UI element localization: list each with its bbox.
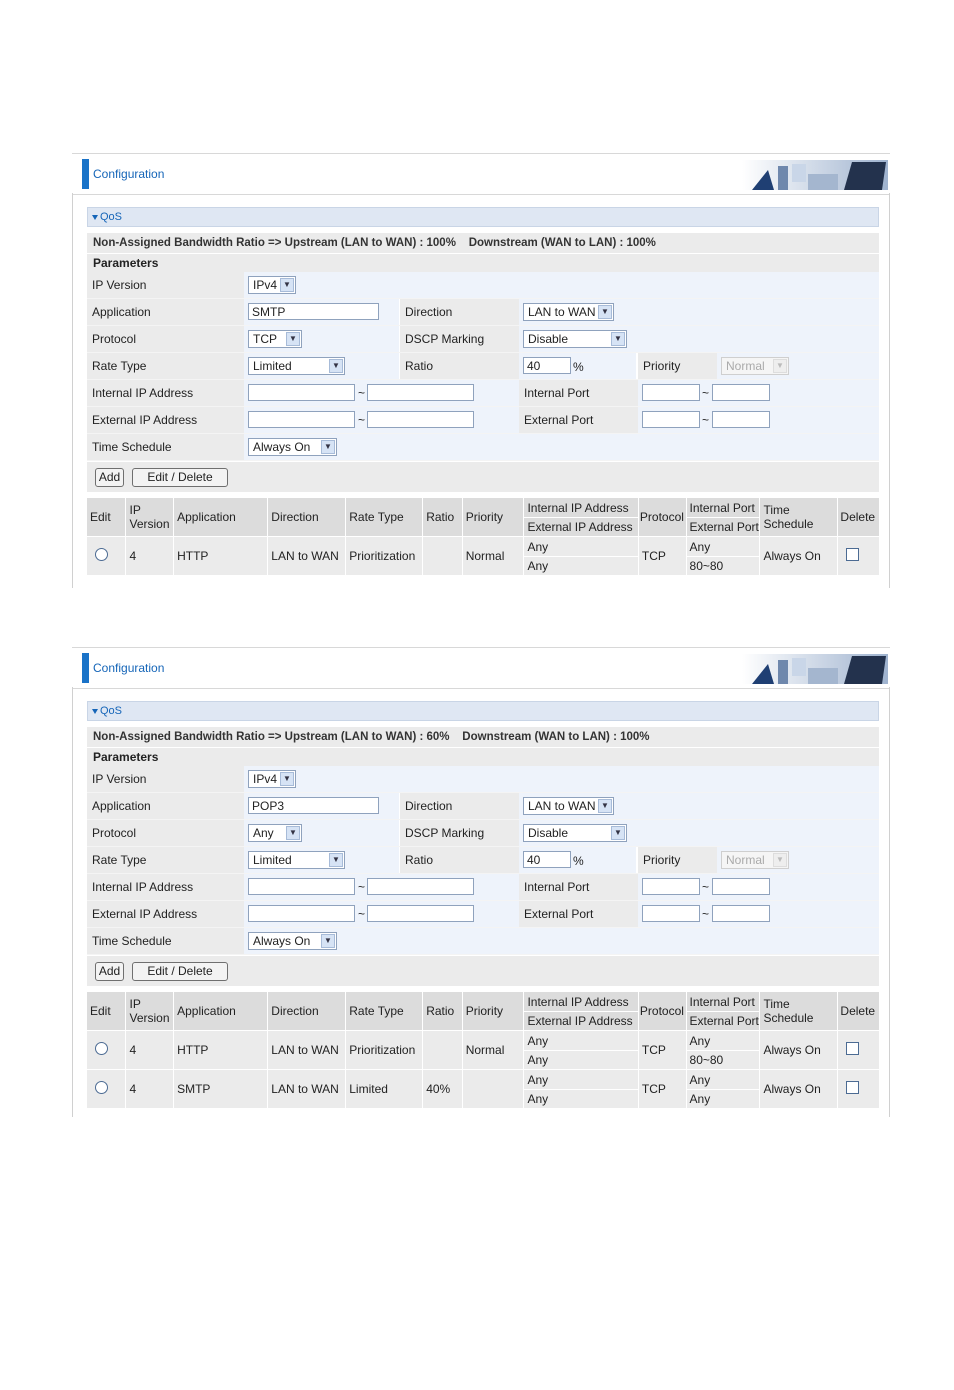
edit-delete-button[interactable]: Edit / Delete bbox=[132, 468, 228, 487]
delete-checkbox[interactable] bbox=[846, 548, 859, 561]
col-external-ip: External IP Address bbox=[527, 519, 633, 534]
cell-application: HTTP bbox=[174, 537, 267, 575]
internal-port-end-input[interactable] bbox=[712, 384, 770, 401]
application-input[interactable]: SMTP bbox=[248, 303, 379, 320]
external-ip-label: External IP Address bbox=[87, 407, 247, 433]
col-priority: Priority bbox=[463, 498, 524, 536]
table-row bbox=[87, 1031, 879, 1069]
cell-direction: LAN to WAN bbox=[268, 537, 345, 575]
col-internal-port: Internal Port bbox=[687, 993, 760, 1012]
cell-priority: Normal bbox=[463, 537, 524, 575]
range-separator: ~ bbox=[358, 386, 366, 400]
qos-section-title: QoS bbox=[100, 705, 123, 717]
cell-internal-ip: Any bbox=[524, 1071, 637, 1090]
col-external-port: External Port bbox=[689, 1013, 759, 1028]
table-row bbox=[87, 1070, 879, 1108]
col-rate-type: Rate Type bbox=[346, 992, 422, 1030]
priority-label: Priority bbox=[638, 353, 720, 379]
chevron-down-icon: ▼ bbox=[598, 799, 612, 813]
ip-version-row bbox=[87, 272, 879, 299]
col-protocol: Protocol bbox=[639, 992, 686, 1030]
table-row bbox=[87, 537, 879, 575]
cell-internal-ip: Any bbox=[524, 538, 637, 557]
ip-version-label: IP Version bbox=[87, 766, 247, 792]
col-delete: Delete bbox=[838, 498, 879, 536]
internal-ip-end-input[interactable] bbox=[367, 878, 474, 895]
internal-ip-end-input[interactable] bbox=[367, 384, 474, 401]
add-button[interactable]: Add bbox=[95, 468, 124, 487]
cell-ratio bbox=[423, 537, 461, 575]
rate-type-row bbox=[87, 353, 879, 380]
ratio-label: Ratio bbox=[400, 353, 522, 379]
application-row bbox=[87, 299, 879, 326]
qos-section-header[interactable] bbox=[87, 701, 879, 721]
edit-radio[interactable] bbox=[95, 548, 108, 561]
ip-version-label: IP Version bbox=[87, 272, 247, 298]
external-ip-start-input[interactable] bbox=[248, 905, 355, 922]
qos-section-title: QoS bbox=[100, 211, 123, 223]
time-schedule-select[interactable] bbox=[248, 438, 337, 456]
action-bar bbox=[87, 956, 879, 986]
external-port-start-input[interactable] bbox=[642, 411, 700, 428]
chevron-down-icon: ▼ bbox=[611, 826, 625, 840]
header-illustration bbox=[742, 160, 888, 190]
external-port-start-input[interactable] bbox=[642, 905, 700, 922]
time-schedule-row bbox=[87, 928, 879, 955]
cell-external-port: Any bbox=[689, 1091, 711, 1106]
cell-internal-port: Any bbox=[687, 538, 760, 557]
collapse-caret-icon bbox=[92, 709, 98, 714]
chevron-down-icon: ▼ bbox=[321, 934, 335, 948]
ratio-unit: % bbox=[573, 360, 584, 374]
col-internal-ip: Internal IP Address bbox=[524, 499, 637, 518]
application-row bbox=[87, 793, 879, 820]
time-schedule-label: Time Schedule bbox=[87, 434, 247, 460]
configuration-panel bbox=[72, 153, 890, 588]
col-ratio: Ratio bbox=[423, 992, 461, 1030]
protocol-value: Any bbox=[253, 826, 274, 840]
protocol-select[interactable] bbox=[248, 824, 302, 842]
cell-external-port: 80~80 bbox=[689, 1052, 724, 1067]
time-schedule-label: Time Schedule bbox=[87, 928, 247, 954]
direction-label: Direction bbox=[400, 299, 522, 325]
rate-type-select[interactable] bbox=[248, 851, 345, 869]
ip-version-select[interactable] bbox=[248, 276, 296, 294]
col-external-ip: External IP Address bbox=[527, 1013, 633, 1028]
protocol-label: Protocol bbox=[87, 326, 247, 352]
header-illustration bbox=[742, 654, 888, 684]
internal-ip-start-input[interactable] bbox=[248, 384, 355, 401]
internal-port-label: Internal Port bbox=[519, 380, 641, 406]
direction-value: LAN to WAN bbox=[528, 799, 596, 813]
chevron-down-icon: ▼ bbox=[280, 278, 294, 292]
col-edit: Edit bbox=[87, 992, 125, 1030]
external-port-end-input[interactable] bbox=[712, 905, 770, 922]
external-port-end-input[interactable] bbox=[712, 411, 770, 428]
cell-priority: Normal bbox=[463, 1031, 524, 1069]
cell-rate-type: Limited bbox=[346, 1070, 422, 1108]
internal-port-start-input[interactable] bbox=[642, 878, 700, 895]
cell-external-ip: Any bbox=[527, 1091, 549, 1106]
qos-section bbox=[87, 701, 879, 1109]
collapse-caret-icon bbox=[92, 215, 98, 220]
cell-application: HTTP bbox=[174, 1031, 267, 1069]
parameters-heading: Parameters bbox=[87, 254, 879, 272]
header-accent-bar bbox=[82, 653, 89, 683]
chevron-down-icon: ▼ bbox=[598, 305, 612, 319]
cell-time-schedule: Always On bbox=[760, 1070, 837, 1108]
external-ip-start-input[interactable] bbox=[248, 411, 355, 428]
rate-type-select[interactable] bbox=[248, 357, 345, 375]
time-schedule-select[interactable] bbox=[248, 932, 337, 950]
rate-type-row bbox=[87, 847, 879, 874]
internal-ip-start-input[interactable] bbox=[248, 878, 355, 895]
cell-rate-type: Prioritization bbox=[346, 537, 422, 575]
edit-radio[interactable] bbox=[95, 1042, 108, 1055]
internal-ip-label: Internal IP Address bbox=[87, 380, 247, 406]
col-direction: Direction bbox=[268, 498, 345, 536]
page-title: Configuration bbox=[93, 661, 165, 675]
qos-section-header[interactable] bbox=[87, 207, 879, 227]
ip-version-select[interactable] bbox=[248, 770, 296, 788]
cell-external-ip: Any bbox=[527, 1052, 549, 1067]
dscp-value: Disable bbox=[528, 826, 569, 840]
time-schedule-value: Always On bbox=[253, 440, 311, 454]
cell-ratio: 40% bbox=[423, 1070, 461, 1108]
protocol-row bbox=[87, 326, 879, 353]
direction-label: Direction bbox=[400, 793, 522, 819]
priority-select[interactable] bbox=[721, 851, 789, 869]
protocol-select[interactable] bbox=[248, 330, 302, 348]
col-time-schedule: Time Schedule bbox=[760, 498, 837, 536]
qos-rules-table bbox=[86, 991, 880, 1109]
application-label: Application bbox=[87, 793, 247, 819]
chevron-down-icon: ▼ bbox=[286, 332, 300, 346]
rate-type-value: Limited bbox=[253, 853, 292, 867]
internal-port-label: Internal Port bbox=[519, 874, 641, 900]
dscp-value: Disable bbox=[528, 332, 569, 346]
table-header-row bbox=[87, 992, 879, 1030]
priority-value: Normal bbox=[726, 853, 765, 867]
internal-ip-row bbox=[87, 380, 879, 407]
col-protocol: Protocol bbox=[639, 498, 686, 536]
delete-checkbox[interactable] bbox=[846, 1081, 859, 1094]
col-ratio: Ratio bbox=[423, 498, 461, 536]
protocol-label: Protocol bbox=[87, 820, 247, 846]
chevron-down-icon: ▼ bbox=[773, 853, 787, 867]
cell-direction: LAN to WAN bbox=[268, 1031, 345, 1069]
external-ip-row bbox=[87, 407, 879, 434]
application-input[interactable]: POP3 bbox=[248, 797, 379, 814]
col-time-schedule: Time Schedule bbox=[760, 992, 837, 1030]
cell-ip-version: 4 bbox=[126, 1070, 173, 1108]
cell-direction: LAN to WAN bbox=[268, 1070, 345, 1108]
priority-value: Normal bbox=[726, 359, 765, 373]
qos-section bbox=[87, 207, 879, 576]
chevron-down-icon: ▼ bbox=[321, 440, 335, 454]
priority-select[interactable] bbox=[721, 357, 789, 375]
cell-priority bbox=[463, 1070, 524, 1108]
table-header-row bbox=[87, 498, 879, 536]
cell-external-ip: Any bbox=[527, 558, 549, 573]
col-priority: Priority bbox=[463, 992, 524, 1030]
chevron-down-icon: ▼ bbox=[280, 772, 294, 786]
delete-checkbox[interactable] bbox=[846, 1042, 859, 1055]
chevron-down-icon: ▼ bbox=[329, 359, 343, 373]
rate-type-label: Rate Type bbox=[87, 353, 247, 379]
external-port-label: External Port bbox=[519, 407, 641, 433]
edit-delete-button[interactable]: Edit / Delete bbox=[132, 962, 228, 981]
time-schedule-row bbox=[87, 434, 879, 461]
protocol-value: TCP bbox=[253, 332, 277, 346]
ip-version-value: IPv4 bbox=[253, 772, 278, 786]
cell-ip-version: 4 bbox=[126, 537, 173, 575]
chevron-down-icon: ▼ bbox=[773, 359, 787, 373]
col-internal-ip: Internal IP Address bbox=[524, 993, 637, 1012]
dscp-select[interactable] bbox=[523, 824, 627, 842]
rate-type-value: Limited bbox=[253, 359, 292, 373]
ip-version-value: IPv4 bbox=[253, 278, 278, 292]
configuration-panel bbox=[72, 647, 890, 1117]
external-ip-row bbox=[87, 901, 879, 928]
col-application: Application bbox=[174, 498, 267, 536]
cell-protocol: TCP bbox=[639, 1070, 686, 1108]
ratio-unit: % bbox=[573, 854, 584, 868]
range-separator: ~ bbox=[702, 907, 710, 921]
range-separator: ~ bbox=[702, 880, 710, 894]
cell-time-schedule: Always On bbox=[760, 537, 837, 575]
action-bar bbox=[87, 462, 879, 492]
col-ip-version: IP Version bbox=[126, 992, 173, 1030]
col-delete: Delete bbox=[838, 992, 879, 1030]
range-separator: ~ bbox=[702, 413, 710, 427]
page-title: Configuration bbox=[93, 167, 165, 181]
ratio-input[interactable]: 40 bbox=[523, 357, 571, 374]
dscp-label: DSCP Marking bbox=[400, 326, 522, 352]
rate-type-label: Rate Type bbox=[87, 847, 247, 873]
header-accent-bar bbox=[82, 159, 89, 189]
ratio-label: Ratio bbox=[400, 847, 522, 873]
dscp-select[interactable] bbox=[523, 330, 627, 348]
chevron-down-icon: ▼ bbox=[329, 853, 343, 867]
internal-ip-label: Internal IP Address bbox=[87, 874, 247, 900]
qos-rules-table bbox=[86, 497, 880, 576]
direction-select[interactable] bbox=[523, 303, 614, 321]
cell-internal-port: Any bbox=[687, 1032, 760, 1051]
col-external-port: External Port bbox=[689, 519, 759, 534]
chevron-down-icon: ▼ bbox=[611, 332, 625, 346]
cell-protocol: TCP bbox=[639, 1031, 686, 1069]
col-rate-type: Rate Type bbox=[346, 498, 422, 536]
direction-value: LAN to WAN bbox=[528, 305, 596, 319]
cell-protocol: TCP bbox=[639, 537, 686, 575]
cell-ratio bbox=[423, 1031, 461, 1069]
col-internal-port: Internal Port bbox=[687, 499, 760, 518]
col-application: Application bbox=[174, 992, 267, 1030]
dscp-label: DSCP Marking bbox=[400, 820, 522, 846]
bandwidth-ratio-info: Non-Assigned Bandwidth Ratio => Upstream (LAN to WAN) : 60% Downstream (WAN to LAN) : 100% bbox=[87, 727, 879, 747]
time-schedule-value: Always On bbox=[253, 934, 311, 948]
direction-select[interactable] bbox=[523, 797, 614, 815]
col-edit: Edit bbox=[87, 498, 125, 536]
col-direction: Direction bbox=[268, 992, 345, 1030]
col-ip-version: IP Version bbox=[126, 498, 173, 536]
internal-port-start-input[interactable] bbox=[642, 384, 700, 401]
external-ip-end-input[interactable] bbox=[367, 905, 474, 922]
cell-external-port: 80~80 bbox=[689, 558, 724, 573]
application-label: Application bbox=[87, 299, 247, 325]
parameters-heading: Parameters bbox=[87, 748, 879, 766]
configuration-header bbox=[72, 153, 890, 195]
cell-internal-port: Any bbox=[687, 1071, 760, 1090]
cell-ip-version: 4 bbox=[126, 1031, 173, 1069]
edit-radio[interactable] bbox=[95, 1081, 108, 1094]
range-separator: ~ bbox=[358, 907, 366, 921]
protocol-row bbox=[87, 820, 879, 847]
ratio-input[interactable]: 40 bbox=[523, 851, 571, 868]
cell-internal-ip: Any bbox=[524, 1032, 637, 1051]
internal-port-end-input[interactable] bbox=[712, 878, 770, 895]
range-separator: ~ bbox=[358, 413, 366, 427]
configuration-header bbox=[72, 647, 890, 689]
range-separator: ~ bbox=[358, 880, 366, 894]
internal-ip-row bbox=[87, 874, 879, 901]
external-port-label: External Port bbox=[519, 901, 641, 927]
cell-rate-type: Prioritization bbox=[346, 1031, 422, 1069]
cell-application: SMTP bbox=[174, 1070, 267, 1108]
priority-label: Priority bbox=[638, 847, 720, 873]
ip-version-row bbox=[87, 766, 879, 793]
range-separator: ~ bbox=[702, 386, 710, 400]
external-ip-label: External IP Address bbox=[87, 901, 247, 927]
chevron-down-icon: ▼ bbox=[286, 826, 300, 840]
bandwidth-ratio-info: Non-Assigned Bandwidth Ratio => Upstream (LAN to WAN) : 100% Downstream (WAN to LAN) : 100% bbox=[87, 233, 879, 253]
external-ip-end-input[interactable] bbox=[367, 411, 474, 428]
cell-time-schedule: Always On bbox=[760, 1031, 837, 1069]
add-button[interactable]: Add bbox=[95, 962, 124, 981]
